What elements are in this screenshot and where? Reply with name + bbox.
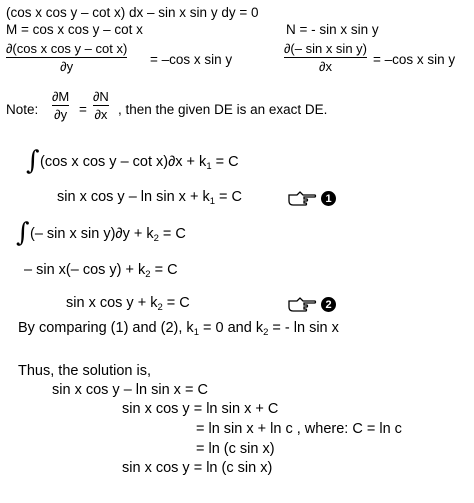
result-2a-subscript: 2 <box>145 269 151 280</box>
integral-2-body: (– sin x sin y)∂y + k <box>30 226 154 242</box>
result-2a-body: – sin x(– cos y) + k <box>24 262 146 278</box>
solution-final: sin x cos y = ln (c sin x) <box>122 460 273 476</box>
comparison-line <box>18 321 339 338</box>
integral-sign: ∫ <box>26 146 40 176</box>
result-2a <box>24 263 178 280</box>
integral-2-subscript: 2 <box>153 233 159 244</box>
integral-2 <box>30 227 186 244</box>
result-2b-subscript: 2 <box>157 302 163 313</box>
result-2b <box>66 296 190 313</box>
equation-1-badge: 1 <box>321 191 336 206</box>
dm-dy-numerator: ∂(cos x cos y – cot x) <box>6 41 128 56</box>
comparison-part-3: = - ln sin x <box>268 320 339 336</box>
pointing-hand-icon <box>287 297 317 312</box>
result-2a-end: = C <box>150 262 178 278</box>
integral-1-subscript: 1 <box>206 161 212 172</box>
dn-dx-fraction <box>284 42 367 73</box>
note-label: Note: <box>6 102 39 117</box>
note-dm-numerator: ∂M <box>52 89 70 104</box>
pointing-hand-icon <box>287 191 317 206</box>
comparison-subscript-2: 2 <box>263 327 269 338</box>
result-2b-end: = C <box>162 295 190 311</box>
note-text: , then the given DE is an exact DE. <box>118 102 328 117</box>
m-definition: M = cos x cos y – cot x <box>6 22 143 37</box>
solution-line-4: = ln (c sin x) <box>196 441 275 457</box>
solution-line-1: sin x cos y – ln sin x = C <box>52 382 208 398</box>
result-1 <box>57 190 242 207</box>
note-dn-numerator: ∂N <box>93 89 109 104</box>
comparison-subscript-1: 1 <box>193 327 199 338</box>
result-1-body: sin x cos y – ln sin x + k <box>57 189 210 205</box>
fraction-bar <box>6 57 127 58</box>
result-2b-body: sin x cos y + k <box>66 295 158 311</box>
thus-heading: Thus, the solution is, <box>18 363 151 379</box>
note-dm-denominator: ∂y <box>54 107 68 122</box>
comparison-part-2: = 0 and k <box>198 320 264 336</box>
integral-1-body: (cos x cos y – cot x)∂x + k <box>40 154 207 170</box>
solution-line-2: sin x cos y = ln sin x + C <box>122 401 279 417</box>
integral-sign: ∫ <box>16 218 30 248</box>
fraction-bar <box>284 57 367 58</box>
integral-1 <box>40 155 239 172</box>
n-definition: N = - sin x sin y <box>286 22 379 37</box>
fraction-bar <box>52 105 69 106</box>
dn-dx-result: = –cos x sin y <box>373 52 456 67</box>
equation-2-badge: 2 <box>321 297 336 312</box>
result-1-subscript: 1 <box>209 196 216 207</box>
dn-dx-denominator: ∂x <box>319 59 332 74</box>
comparison-part-1: By comparing (1) and (2), k <box>18 320 194 336</box>
dm-dy-result: = –cos x sin y <box>150 52 233 67</box>
dm-dy-denominator: ∂y <box>60 59 74 74</box>
solution-line-3: = ln sin x + ln c , where: C = ln c <box>196 421 402 437</box>
dm-dy-fraction <box>6 42 127 73</box>
dn-dx-numerator: ∂(– sin x sin y) <box>284 41 367 56</box>
note-equals: = <box>79 102 87 117</box>
integral-1-end: = C <box>211 154 239 170</box>
result-1-end: = C <box>215 189 243 205</box>
integral-2-end: = C <box>158 226 186 242</box>
note-dn-denominator: ∂x <box>94 107 108 122</box>
fraction-bar <box>93 105 109 106</box>
differential-equation: (cos x cos y – cot x) dx – sin x sin y dy = 0 <box>6 5 259 20</box>
note-dm-dy <box>52 90 69 121</box>
note-dn-dx <box>93 90 109 121</box>
